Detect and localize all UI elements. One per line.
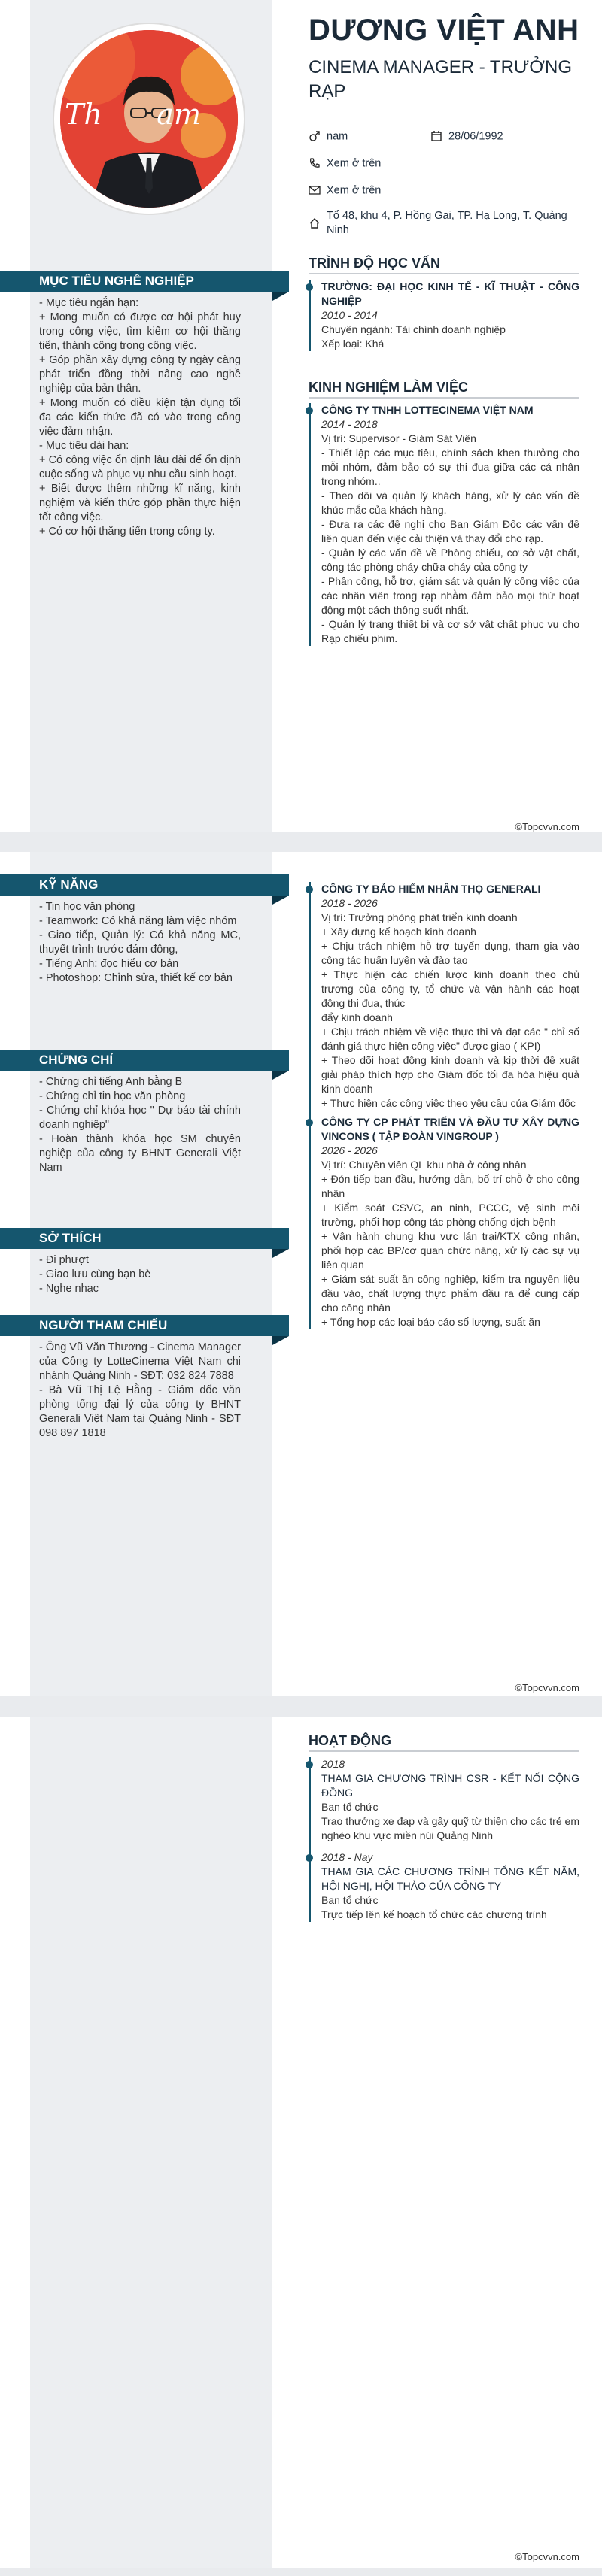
- cv-page-3: [0, 1717, 602, 2568]
- avatar-photo: [60, 30, 238, 208]
- hobbies-text: [39, 1253, 241, 1296]
- education-major: Chuyên ngành: Tài chính doanh nghiệp: [321, 323, 506, 335]
- cv-page-2: [0, 852, 602, 1696]
- home-icon: [309, 217, 322, 238]
- certificates-text: [39, 1075, 241, 1175]
- hobbies-heading: SỞ THÍCH: [0, 1228, 289, 1249]
- certificate-line: - Hoàn thành khóa học SM chuyên nghiệp của công ty BHNT Generali Việt Nam: [39, 1133, 241, 1174]
- activity-years: 2018: [321, 1758, 345, 1770]
- objective-line: + Mong muốn có điều kiện tận dụng tối đa các kiến thức đã có vào trong công việc đảm nhận.: [39, 397, 241, 438]
- activity-item: [321, 1757, 579, 1843]
- gender-value: nam: [327, 130, 348, 143]
- job-item: [321, 1115, 579, 1329]
- job-position: Vị trí: Supervisor - Giám Sát Viên: [321, 432, 476, 444]
- objective-line: + Mong muốn có được cơ hội phát huy trong công việc, tìm kiếm cơ hội thăng tiến, thành công trong công việc.: [39, 311, 241, 352]
- job-years: 2026 - 2026: [321, 1144, 378, 1156]
- job-line: đẩy kinh doanh: [321, 1011, 393, 1023]
- job-line: - Quản lý các vấn đề về Phòng chiếu, cơ sở vật chất, công tác phòng cháy chữa cháy của công ty: [321, 547, 579, 573]
- job-line: + Chịu trách nhiệm hỗ trợ tuyển dụng, tham gia vào công tác huấn luyện và đào tạo: [321, 940, 579, 966]
- job-company: CÔNG TY CP PHÁT TRIỂN VÀ ĐẦU TƯ XÂY DỰNG VINCONS ( TẬP ĐOÀN VINGROUP ): [321, 1116, 579, 1142]
- activity-item: [321, 1850, 579, 1922]
- skills-heading: KỸ NĂNG: [0, 874, 289, 896]
- experience-timeline-1: [309, 403, 579, 646]
- experience-heading: KINH NGHIỆM LÀM VIỆC: [309, 380, 579, 399]
- objective-line: - Mục tiêu ngắn hạn:: [39, 297, 139, 309]
- job-position: Vị trí: Trưởng phòng phát triển kinh doanh: [321, 911, 518, 923]
- job-line: + Chịu trách nhiệm về việc thực thi và đạt các " chỉ số đánh giá thực hiện công việc" được giao ( KPI): [321, 1026, 579, 1052]
- job-line: - Thiết lập các mục tiêu, chính sách khen thưởng cho mỗi nhóm, đảm bảo có sự thi đua giữa các cá nhân trong nhóm..: [321, 447, 579, 487]
- activities-heading: HOẠT ĐỘNG: [309, 1733, 579, 1752]
- info-gender: [309, 129, 348, 144]
- candidate-role: CINEMA MANAGER - TRƯỞNG RẠP: [309, 57, 572, 102]
- objective-line: + Góp phần xây dựng công ty ngày càng phát triển đồng thời nâng cao nghề nghiệp của bản thân.: [39, 354, 241, 395]
- objective-line: + Có cơ hội thăng tiến trong công ty.: [39, 526, 215, 538]
- reference-line: - Ông Vũ Văn Thương - Cinema Manager của Công ty LotteCinema Việt Nam chi nhánh Quảng Ninh - SĐT: 032 824 7888: [39, 1341, 241, 1382]
- avatar: [53, 23, 245, 215]
- candidate-name: DƯƠNG VIỆT ANH: [309, 14, 579, 47]
- gender-icon: [309, 129, 322, 144]
- job-line: - Đưa ra các đề nghị cho Ban Giám Đốc các vấn đề liên quan đến việc cải thiện và thay đổi cho rạp.: [321, 518, 579, 544]
- calendar-icon: [430, 129, 444, 144]
- school-name: TRƯỜNG: ĐẠI HỌC KINH TẾ - KĨ THUẬT - CÔNG NGHIỆP: [321, 280, 579, 307]
- education-item: [321, 280, 579, 351]
- certificate-line: - Chứng chỉ tin học văn phòng: [39, 1090, 186, 1102]
- education-years: 2010 - 2014: [321, 309, 378, 321]
- education-heading: TRÌNH ĐỘ HỌC VẤN: [309, 256, 579, 274]
- certificate-line: - Chứng chỉ tiếng Anh bằng B: [39, 1076, 183, 1088]
- activity-title: THAM GIA CHƯƠNG TRÌNH CSR - KẾT NỐI CỘNG ĐỒNG: [321, 1772, 579, 1799]
- footer-text: ©Topcvvn.com: [515, 2551, 579, 2562]
- job-line: + Thực hiện các chiến lược kinh doanh theo chủ trương của công ty, tổ chức và vận hành các hoạt động thi đua, thúc: [321, 968, 579, 1009]
- references-text: [39, 1341, 241, 1441]
- objective-line: + Biết được thêm những kĩ năng, kinh nghiệm và kiến thức góp phần thực hiện tốt công việc.: [39, 483, 241, 523]
- skill-line: - Giao tiếp, Quản lý: Có khả năng MC, thuyết trình trước đám đông,: [39, 929, 241, 956]
- job-line: + Kiểm soát CSVC, an ninh, PCCC, vệ sinh môi trường, phối hợp công tác phòng chống dịch bệnh: [321, 1202, 579, 1228]
- job-item: [321, 882, 579, 1111]
- certificates-heading: CHỨNG CHỈ: [0, 1050, 289, 1071]
- job-line: + Thực hiện các công việc theo yêu cầu của Giám đốc: [321, 1097, 576, 1109]
- job-line: - Quản lý trang thiết bị và cơ sở vật chất phục vụ cho Rạp chiếu phim.: [321, 618, 579, 644]
- job-line: - Theo dõi và quản lý khách hàng, xử lý các vấn đề khúc mắc của khách hàng.: [321, 489, 579, 516]
- skill-line: - Photoshop: Chỉnh sửa, thiết kế cơ bản: [39, 972, 233, 984]
- info-address: [309, 209, 579, 238]
- reference-line: - Bà Vũ Thị Lệ Hằng - Giám đốc văn phòng tổng đại lý của công ty BHNT Generali Việt Nam tại Quảng Ninh - SĐT 098 897 1818: [39, 1384, 241, 1439]
- job-line: + Theo dõi hoạt động kinh doanh và kịp thời đề xuất giải pháp thích hợp cho Giám đốc tối đa hóa hiệu quả kinh doanh: [321, 1054, 579, 1095]
- skill-line: - Teamwork: Có khả năng làm việc nhóm: [39, 915, 237, 927]
- job-years: 2014 - 2018: [321, 418, 378, 430]
- activity-title: THAM GIA CÁC CHƯƠNG TRÌNH TỔNG KẾT NĂM, HỘI NGHỊ, HỘI THẢO CỦA CÔNG TY: [321, 1865, 579, 1892]
- dob-value: 28/06/1992: [448, 130, 503, 143]
- cv-page-1: [0, 0, 602, 832]
- objective-heading: MỤC TIÊU NGHỀ NGHIỆP: [0, 271, 289, 292]
- avatar-banner-text: Th am: [65, 98, 201, 131]
- info-dob: [430, 129, 503, 144]
- activity-description: Trực tiếp lên kế hoạch tổ chức các chương trình: [321, 1908, 547, 1920]
- skill-line: - Tiếng Anh: đọc hiểu cơ bản: [39, 958, 179, 970]
- left-column: [0, 1717, 272, 2568]
- job-description: [321, 1172, 579, 1329]
- footer-text: ©Topcvvn.com: [515, 821, 579, 832]
- education-timeline: [309, 280, 579, 351]
- job-years: 2018 - 2026: [321, 897, 378, 909]
- job-company: CÔNG TY TNHH LOTTECINEMA VIỆT NAM: [321, 404, 534, 416]
- hobby-line: - Giao lưu cùng bạn bè: [39, 1268, 151, 1280]
- info-email: [309, 183, 381, 198]
- job-item: [321, 403, 579, 646]
- job-line: + Đón tiếp ban đầu, hướng dẫn, bố trí chỗ ở cho công nhân: [321, 1173, 579, 1199]
- skill-line: - Tin học văn phòng: [39, 901, 135, 913]
- education-rank: Xếp loại: Khá: [321, 338, 385, 350]
- job-line: + Tổng hợp các loại báo cáo số lượng, suất ăn: [321, 1316, 540, 1328]
- experience-timeline-2: [309, 882, 579, 1329]
- phone-value: Xem ở trên: [327, 157, 382, 170]
- activities-timeline: [309, 1757, 579, 1922]
- email-value: Xem ở trên: [327, 184, 382, 197]
- hobby-line: - Đi phượt: [39, 1254, 89, 1266]
- job-line: + Xây dựng kế hoạch kinh doanh: [321, 926, 476, 938]
- job-line: + Vận hành chung khu vực lán trại/KTX công nhân, phối hợp các BP/cơ quan chức năng, xử lý các sự vụ liên quan: [321, 1230, 579, 1271]
- info-phone: [309, 156, 381, 171]
- activity-description: Trao thưởng xe đạp và gây quỹ từ thiện cho các trẻ em nghèo khu vực miền núi Quảng Ninh: [321, 1815, 579, 1841]
- job-position: Vị trí: Chuyên viên QL khu nhà ở công nhân: [321, 1159, 527, 1171]
- objective-line: + Có công việc ổn định lâu dài để ổn định cuộc sống và phục vụ nhu cầu sinh hoạt.: [39, 454, 241, 480]
- activity-years: 2018 - Nay: [321, 1851, 373, 1863]
- hobby-line: - Nghe nhạc: [39, 1283, 99, 1295]
- objective-line: - Mục tiêu dài hạn:: [39, 440, 129, 452]
- objective-text: [39, 296, 241, 539]
- activity-org: Ban tổ chức: [321, 1801, 379, 1813]
- address-value: Tổ 48, khu 4, P. Hồng Gai, TP. Hạ Long, T. Quảng Ninh: [327, 210, 567, 236]
- job-line: + Giám sát suất ăn công nghiệp, kiểm tra nguyên liệu đầu vào, chất lượng thực phẩm đầu ra để cung cấp cho công nhân: [321, 1273, 579, 1314]
- certificate-line: - Chứng chỉ khóa học " Dự báo tài chính doanh nghiệp": [39, 1105, 241, 1131]
- job-description: [321, 925, 579, 1111]
- phone-icon: [309, 156, 322, 171]
- references-heading: NGƯỜI THAM CHIẾU: [0, 1315, 289, 1336]
- job-line: - Phân công, hỗ trợ, giám sát và quản lý công việc của các nhân viên trong rạp nhằm đảm bảo mọi thứ hoạt động một cách thông suốt nhất.: [321, 575, 579, 616]
- footer-text: ©Topcvvn.com: [515, 1682, 579, 1693]
- job-description: [321, 446, 579, 646]
- skills-text: [39, 900, 241, 986]
- activity-org: Ban tổ chức: [321, 1894, 379, 1906]
- job-company: CÔNG TY BẢO HIỂM NHÂN THỌ GENERALI: [321, 883, 541, 895]
- email-icon: [309, 183, 322, 198]
